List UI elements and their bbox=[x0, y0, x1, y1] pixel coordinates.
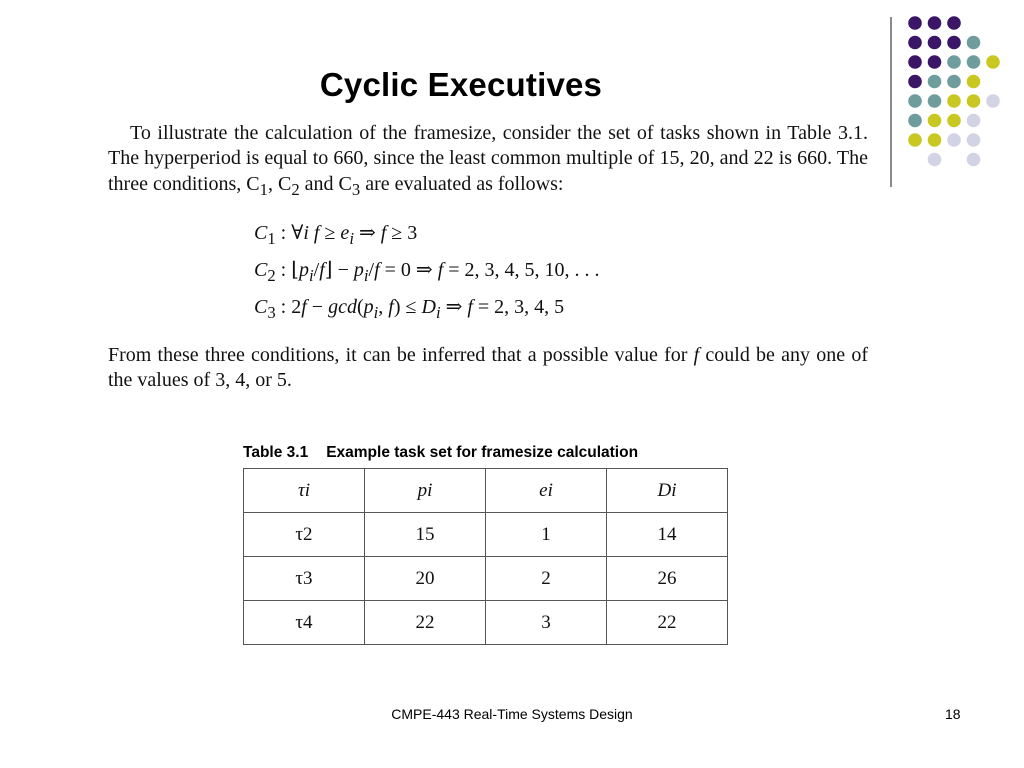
decorative-dot bbox=[928, 36, 942, 50]
header-period: pi bbox=[365, 469, 486, 513]
intro-paragraph: To illustrate the calculation of the framesize, consider the set of tasks shown in Table 3.1. The hyperperiod is equal to 660, since the least common multiple of 15, 20, and 22 is 660. The three conditions, $C_1$, $C_2$ and $C_3$ are evaluated as follows: bbox=[108, 122, 868, 199]
decorative-dot bbox=[947, 114, 961, 128]
header-deadline: Di bbox=[607, 469, 728, 513]
table-row bbox=[244, 557, 728, 601]
decorative-dot bbox=[986, 94, 1000, 108]
decorative-dot bbox=[967, 36, 981, 50]
header-tau: τi bbox=[244, 469, 365, 513]
table-row bbox=[244, 513, 728, 557]
decorative-dot bbox=[947, 75, 961, 89]
decorative-dot bbox=[928, 94, 942, 108]
decorative-dot bbox=[967, 94, 981, 108]
decorative-dot bbox=[928, 114, 942, 128]
table-label: Table 3.1 bbox=[243, 444, 309, 461]
exec-cell: 1 bbox=[486, 513, 607, 557]
decorative-dot bbox=[967, 75, 981, 89]
task-name-cell: τ3 bbox=[244, 557, 365, 601]
equation-c1: $C_1$ : ∀i $f \ge e_i$ ⇒ f ≥ 3 bbox=[254, 222, 418, 248]
page-number: 18 bbox=[945, 706, 961, 722]
decorative-dot bbox=[908, 36, 922, 50]
slide-title: Cyclic Executives bbox=[319, 66, 603, 103]
equation-c2: $C_2$ : $⌊p_i/f⌋ - p_i/f = 0$ ⇒ f = 2, 3, 4, 5, 10, . . . bbox=[254, 259, 600, 285]
deadline-cell: 22 bbox=[607, 601, 728, 645]
decorative-dot bbox=[947, 36, 961, 50]
intro-text: To illustrate the calculation of the framesize, consider the set of tasks shown in Table 3.1. The hyperperiod is equal to 660, since the least common multiple of 15, 20, and 22 is 660. The three conditions, C bbox=[108, 122, 868, 195]
period-cell: 22 bbox=[365, 601, 486, 645]
decorative-dot bbox=[967, 114, 981, 128]
period-cell: 15 bbox=[365, 513, 486, 557]
decorative-dot bbox=[928, 133, 942, 147]
decorative-dot bbox=[908, 114, 922, 128]
decorative-dot bbox=[947, 133, 961, 147]
table-caption bbox=[243, 444, 638, 462]
decorative-dot bbox=[928, 55, 942, 69]
deadline-cell: 14 bbox=[607, 513, 728, 557]
decorative-dot bbox=[908, 133, 922, 147]
conclusion-paragraph: From these three conditions, it can be inferred that a possible value for f could be any one of the values of 3, 4, or 5. bbox=[108, 344, 868, 392]
decorative-dot bbox=[928, 153, 942, 167]
table-caption-text: Example task set for framesize calculation bbox=[326, 444, 639, 461]
decorative-dot bbox=[967, 133, 981, 147]
decorative-dot bbox=[928, 75, 942, 89]
equation-c3: $C_3$ : $2f - \gcd(p_i$, $f) \le D_i$ ⇒ f = 2, 3, 4, 5 bbox=[254, 296, 565, 322]
exec-cell: 3 bbox=[486, 601, 607, 645]
task-name-cell: τ4 bbox=[244, 601, 365, 645]
table-row bbox=[244, 601, 728, 645]
period-cell: 20 bbox=[365, 557, 486, 601]
task-table bbox=[243, 468, 728, 645]
task-name-cell: τ2 bbox=[244, 513, 365, 557]
deadline-cell: 26 bbox=[607, 557, 728, 601]
header-exec: ei bbox=[486, 469, 607, 513]
decorative-dot bbox=[947, 94, 961, 108]
decorative-dot bbox=[908, 16, 922, 30]
table-header-row bbox=[244, 469, 728, 513]
exec-cell: 2 bbox=[486, 557, 607, 601]
decorative-dot bbox=[947, 16, 961, 30]
decorative-dot bbox=[986, 55, 1000, 69]
decorative-dot bbox=[967, 153, 981, 167]
decorative-dot bbox=[947, 55, 961, 69]
footer-course-title: CMPE-443 Real-Time Systems Design bbox=[391, 706, 633, 722]
decorative-dot bbox=[967, 55, 981, 69]
decorative-dot bbox=[928, 16, 942, 30]
